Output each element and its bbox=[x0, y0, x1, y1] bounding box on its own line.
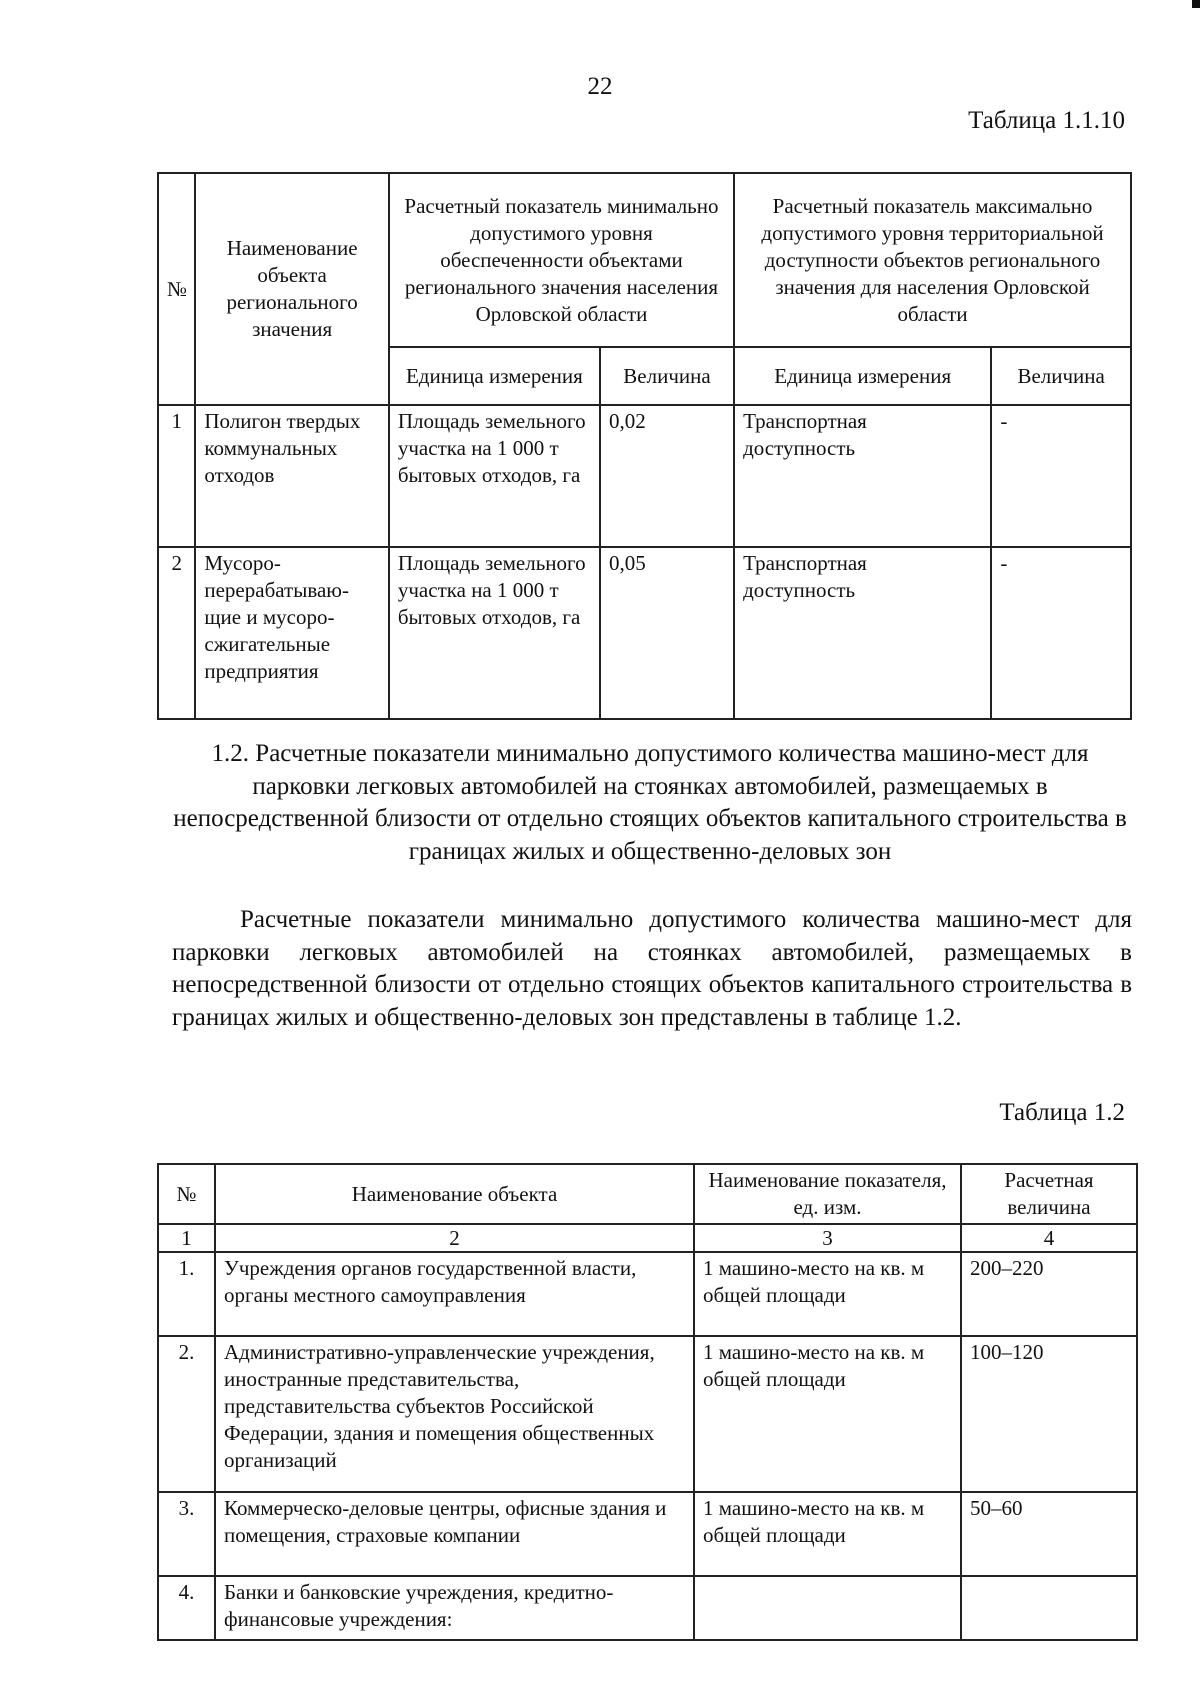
body-paragraph: Расчетные показатели минимально допустимого количества машино-мест для парковки легковых автомобилей на стоянках автомобилей, размещаемых в непосредственной близости от отдельно стоящих объектов капитального строительства в границах жилых и общественно-деловых зон представлены в таблице 1.2. bbox=[172, 906, 1132, 1031]
section-heading: 1.2. Расчетные показатели минимально допустимого количества машино-мест для парковки легковых автомобилей на стоянках автомобилей, размещаемых в непосредственной близости от отдельно стоящих объектов капитального строительства в границах жилых и общественно-деловых зон bbox=[173, 740, 1127, 865]
table-row bbox=[158, 1576, 1137, 1640]
row-max-unit: Транспортная доступность bbox=[734, 547, 991, 719]
header-max-unit: Единица измерения bbox=[734, 347, 991, 405]
row-indicator bbox=[694, 1576, 961, 1640]
column-number: 2 bbox=[215, 1224, 694, 1252]
row-object-name: Мусоро-перерабатываю-щие и мусоро-сжигательные предприятия bbox=[195, 547, 388, 719]
row-value: 200–220 bbox=[961, 1252, 1137, 1336]
header-min-level-group: Расчетный показатель минимально допустимого уровня обеспеченности объектами регионального значения населения Орловской области bbox=[389, 173, 734, 347]
header-min-unit: Единица измерения bbox=[389, 347, 600, 405]
header-object-name: Наименование объекта bbox=[215, 1164, 694, 1224]
row-indicator: 1 машино-место на кв. м общей площади bbox=[694, 1336, 961, 1492]
table-regional-objects bbox=[157, 172, 1132, 720]
row-object-name: Административно-управленческие учреждения, иностранные представительства, представительства субъектов Российской Федерации, здания и помещения общественных организаций bbox=[215, 1336, 694, 1492]
row-max-value: - bbox=[991, 547, 1131, 719]
header-indicator: Наименование показателя, ед. изм. bbox=[694, 1164, 961, 1224]
row-max-value: - bbox=[991, 405, 1131, 547]
row-num: 4. bbox=[158, 1576, 215, 1640]
table-row bbox=[158, 1336, 1137, 1492]
row-value: 100–120 bbox=[961, 1336, 1137, 1492]
row-object-name: Полигон твердых коммунальных отходов bbox=[195, 405, 388, 547]
row-min-value: 0,02 bbox=[600, 405, 734, 547]
column-number: 4 bbox=[961, 1224, 1137, 1252]
row-indicator: 1 машино-место на кв. м общей площади bbox=[694, 1492, 961, 1576]
row-min-value: 0,05 bbox=[600, 547, 734, 719]
header-object-name: Наименование объекта регионального значения bbox=[195, 173, 388, 405]
table-header-row bbox=[158, 1164, 1137, 1224]
column-number-row bbox=[158, 1224, 1137, 1252]
row-indicator: 1 машино-место на кв. м общей площади bbox=[694, 1252, 961, 1336]
row-object-name: Учреждения органов государственной власти, органы местного самоуправления bbox=[215, 1252, 694, 1336]
row-max-unit: Транспортная доступность bbox=[734, 405, 991, 547]
table-header-row bbox=[158, 173, 1131, 347]
header-max-value: Величина bbox=[991, 347, 1131, 405]
table-row bbox=[158, 1252, 1137, 1336]
table-caption: Таблица 1.1.10 bbox=[968, 107, 1125, 134]
row-object-name: Банки и банковские учреждения, кредитно-финансовые учреждения: bbox=[215, 1576, 694, 1640]
page-number: 22 bbox=[587, 73, 613, 100]
column-number: 1 bbox=[158, 1224, 215, 1252]
header-num: № bbox=[158, 173, 195, 405]
header-max-level-group: Расчетный показатель максимально допустимого уровня территориальной доступности объектов регионального значения для населения Орловской области bbox=[734, 173, 1131, 347]
header-num: № bbox=[158, 1164, 215, 1224]
header-min-value: Величина bbox=[600, 347, 734, 405]
header-value: Расчетная величина bbox=[961, 1164, 1137, 1224]
row-num: 1 bbox=[158, 405, 195, 547]
scan-corner-mark bbox=[1192, 0, 1200, 8]
table-row bbox=[158, 1492, 1137, 1576]
row-min-unit: Площадь земельного участка на 1 000 т бытовых отходов, га bbox=[389, 405, 600, 547]
column-number: 3 bbox=[694, 1224, 961, 1252]
row-min-unit: Площадь земельного участка на 1 000 т бытовых отходов, га bbox=[389, 547, 600, 719]
table-row bbox=[158, 547, 1131, 719]
row-num: 2. bbox=[158, 1336, 215, 1492]
table-caption: Таблица 1.2 bbox=[999, 1099, 1125, 1126]
row-num: 1. bbox=[158, 1252, 215, 1336]
table-parking-norms bbox=[157, 1163, 1138, 1641]
table-row bbox=[158, 405, 1131, 547]
row-value bbox=[961, 1576, 1137, 1640]
row-value: 50–60 bbox=[961, 1492, 1137, 1576]
row-num: 3. bbox=[158, 1492, 215, 1576]
row-object-name: Коммерческо-деловые центры, офисные здания и помещения, страховые компании bbox=[215, 1492, 694, 1576]
row-num: 2 bbox=[158, 547, 195, 719]
